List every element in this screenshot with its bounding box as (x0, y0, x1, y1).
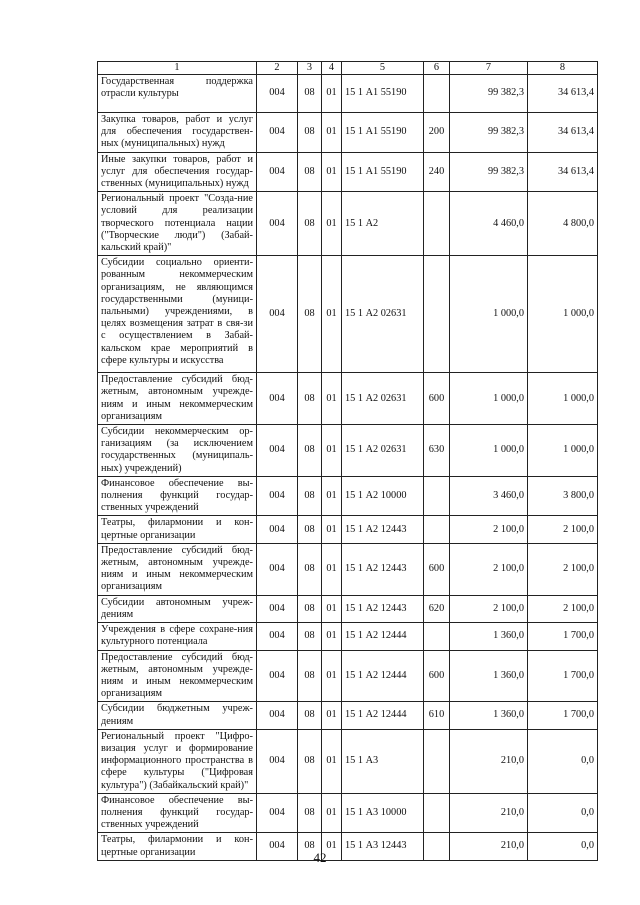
row-expense-type (424, 623, 450, 650)
row-amount-year-1: 2 100,0 (450, 595, 528, 622)
row-amount-year-1: 3 460,0 (450, 476, 528, 516)
row-amount-year-2: 1 000,0 (528, 256, 598, 373)
row-amount-year-1: 1 360,0 (450, 623, 528, 650)
table-row (98, 729, 598, 793)
row-subsection: 01 (322, 595, 342, 622)
row-expense-type (424, 729, 450, 793)
row-amount-year-2: 1 000,0 (528, 373, 598, 425)
row-expense-type (424, 476, 450, 516)
row-subsection: 01 (322, 113, 342, 153)
row-amount-year-2: 2 100,0 (528, 543, 598, 595)
row-amount-year-1: 1 000,0 (450, 256, 528, 373)
row-amount-year-2: 0,0 (528, 793, 598, 833)
row-target-article: 15 1 А2 12444 (342, 623, 424, 650)
row-section: 08 (298, 623, 322, 650)
table-row (98, 152, 598, 192)
row-section: 08 (298, 425, 322, 477)
row-name: Предоставление субсидий бюд-жетным, автономным учрежде-ниям и иным некоммерческим организациям (98, 373, 257, 425)
row-admin-code: 004 (257, 256, 298, 373)
header-cell: 1 (98, 62, 257, 75)
row-amount-year-1: 210,0 (450, 729, 528, 793)
row-amount-year-1: 1 360,0 (450, 650, 528, 702)
table-row (98, 650, 598, 702)
row-subsection: 01 (322, 75, 342, 113)
row-name: Региональный проект "Созда-ние условий для реализации творческого потенциала нации ("Творческие люди") (Забай-кальский край)" (98, 192, 257, 256)
row-admin-code: 004 (257, 793, 298, 833)
row-amount-year-2: 4 800,0 (528, 192, 598, 256)
row-target-article: 15 1 А2 02631 (342, 256, 424, 373)
row-section: 08 (298, 113, 322, 153)
row-amount-year-1: 1 000,0 (450, 425, 528, 477)
row-expense-type: 200 (424, 113, 450, 153)
row-admin-code: 004 (257, 373, 298, 425)
row-target-article: 15 1 А2 12443 (342, 595, 424, 622)
row-admin-code: 004 (257, 729, 298, 793)
row-subsection: 01 (322, 650, 342, 702)
row-name: Субсидии автономным учреж-дениям (98, 595, 257, 622)
header-cell: 5 (342, 62, 424, 75)
row-amount-year-1: 210,0 (450, 793, 528, 833)
row-expense-type: 620 (424, 595, 450, 622)
row-admin-code: 004 (257, 75, 298, 113)
row-name: Учреждения в сфере сохране-ния культурного потенциала (98, 623, 257, 650)
row-target-article: 15 1 А1 55190 (342, 113, 424, 153)
table-row (98, 113, 598, 153)
row-name: Театры, филармонии и кон-цертные организации (98, 833, 257, 860)
table-row (98, 476, 598, 516)
row-subsection: 01 (322, 192, 342, 256)
row-section: 08 (298, 595, 322, 622)
row-section: 08 (298, 650, 322, 702)
row-section: 08 (298, 256, 322, 373)
row-target-article: 15 1 А2 12444 (342, 702, 424, 729)
row-amount-year-2: 1 700,0 (528, 650, 598, 702)
row-admin-code: 004 (257, 425, 298, 477)
row-admin-code: 004 (257, 595, 298, 622)
header-cell: 4 (322, 62, 342, 75)
row-admin-code: 004 (257, 833, 298, 860)
row-target-article: 15 1 А1 55190 (342, 152, 424, 192)
row-target-article: 15 1 А2 02631 (342, 373, 424, 425)
row-name: Финансовое обеспечение вы-полнения функций государ-ственных учреждений (98, 476, 257, 516)
table-row (98, 192, 598, 256)
row-subsection: 01 (322, 256, 342, 373)
table-row (98, 793, 598, 833)
row-amount-year-2: 0,0 (528, 833, 598, 860)
row-admin-code: 004 (257, 623, 298, 650)
row-section: 08 (298, 75, 322, 113)
row-target-article: 15 1 А2 12444 (342, 650, 424, 702)
row-expense-type: 600 (424, 543, 450, 595)
row-amount-year-2: 1 000,0 (528, 425, 598, 477)
row-expense-type (424, 516, 450, 543)
row-amount-year-2: 34 613,4 (528, 152, 598, 192)
row-admin-code: 004 (257, 476, 298, 516)
page-number: 42 (313, 850, 327, 865)
table-row (98, 543, 598, 595)
row-amount-year-1: 2 100,0 (450, 543, 528, 595)
row-section: 08 (298, 833, 322, 860)
row-amount-year-1: 1 360,0 (450, 702, 528, 729)
row-section: 08 (298, 516, 322, 543)
table-row (98, 425, 598, 477)
header-cell: 3 (298, 62, 322, 75)
table-row (98, 75, 598, 113)
row-subsection: 01 (322, 833, 342, 860)
row-target-article: 15 1 А2 02631 (342, 425, 424, 477)
row-admin-code: 004 (257, 650, 298, 702)
row-expense-type: 240 (424, 152, 450, 192)
row-amount-year-1: 99 382,3 (450, 75, 528, 113)
header-cell: 6 (424, 62, 450, 75)
row-admin-code: 004 (257, 543, 298, 595)
row-subsection: 01 (322, 516, 342, 543)
row-section: 08 (298, 729, 322, 793)
header-cell: 8 (528, 62, 598, 75)
row-amount-year-1: 4 460,0 (450, 192, 528, 256)
row-name: Субсидии бюджетным учреж-дениям (98, 702, 257, 729)
row-name: Театры, филармонии и кон-цертные организации (98, 516, 257, 543)
row-subsection: 01 (322, 623, 342, 650)
row-amount-year-1: 2 100,0 (450, 516, 528, 543)
row-admin-code: 004 (257, 702, 298, 729)
row-expense-type: 600 (424, 650, 450, 702)
row-subsection: 01 (322, 425, 342, 477)
table-row (98, 256, 598, 373)
header-cell: 2 (257, 62, 298, 75)
row-expense-type (424, 793, 450, 833)
row-amount-year-2: 34 613,4 (528, 113, 598, 153)
row-name: Региональный проект "Цифро-визация услуг и формирование информационного пространства в сфере культуры ("Цифровая культура") (Забайкальский край)" (98, 729, 257, 793)
row-target-article: 15 1 А3 12443 (342, 833, 424, 860)
budget-table (97, 61, 598, 861)
row-amount-year-1: 99 382,3 (450, 113, 528, 153)
row-section: 08 (298, 476, 322, 516)
row-name: Предоставление субсидий бюд-жетным, автономным учрежде-ниям и иным некоммерческим организациям (98, 650, 257, 702)
row-subsection: 01 (322, 793, 342, 833)
row-amount-year-2: 2 100,0 (528, 595, 598, 622)
row-subsection: 01 (322, 729, 342, 793)
row-target-article: 15 1 А3 (342, 729, 424, 793)
header-cell: 7 (450, 62, 528, 75)
row-subsection: 01 (322, 543, 342, 595)
row-target-article: 15 1 А2 12443 (342, 516, 424, 543)
row-amount-year-2: 1 700,0 (528, 702, 598, 729)
row-expense-type (424, 256, 450, 373)
row-expense-type: 630 (424, 425, 450, 477)
row-subsection: 01 (322, 702, 342, 729)
row-amount-year-2: 0,0 (528, 729, 598, 793)
row-section: 08 (298, 373, 322, 425)
row-amount-year-2: 2 100,0 (528, 516, 598, 543)
row-admin-code: 004 (257, 152, 298, 192)
row-section: 08 (298, 192, 322, 256)
table-row (98, 373, 598, 425)
row-admin-code: 004 (257, 516, 298, 543)
row-target-article: 15 1 А2 10000 (342, 476, 424, 516)
row-expense-type: 600 (424, 373, 450, 425)
row-expense-type (424, 75, 450, 113)
header-row (98, 62, 598, 75)
table-row (98, 702, 598, 729)
row-amount-year-2: 1 700,0 (528, 623, 598, 650)
row-subsection: 01 (322, 373, 342, 425)
row-admin-code: 004 (257, 113, 298, 153)
row-section: 08 (298, 543, 322, 595)
row-amount-year-1: 99 382,3 (450, 152, 528, 192)
row-section: 08 (298, 793, 322, 833)
row-amount-year-1: 210,0 (450, 833, 528, 860)
row-expense-type: 610 (424, 702, 450, 729)
row-name: Субсидии социально ориенти-рованным некоммерческим организациям, не являющимся государственными (муници-пальными) учреждениями, в целях возмещения затрат в свя-зи с осуществлением в Забай-кальском крае мероприятий в сфере культуры и искусства (98, 256, 257, 373)
row-target-article: 15 1 А2 (342, 192, 424, 256)
table-row (98, 595, 598, 622)
row-name: Государственная поддержка отрасли культуры (98, 75, 257, 113)
row-admin-code: 004 (257, 192, 298, 256)
row-section: 08 (298, 152, 322, 192)
row-subsection: 01 (322, 476, 342, 516)
row-amount-year-1: 1 000,0 (450, 373, 528, 425)
row-subsection: 01 (322, 152, 342, 192)
row-name: Предоставление субсидий бюд-жетным, автономным учрежде-ниям и иным некоммерческим организациям (98, 543, 257, 595)
table-row (98, 516, 598, 543)
table-row (98, 623, 598, 650)
row-target-article: 15 1 А1 55190 (342, 75, 424, 113)
row-expense-type (424, 192, 450, 256)
row-name: Субсидии некоммерческим ор-ганизациям (за исключением государственных (муниципаль-ных) учреждений) (98, 425, 257, 477)
row-name: Закупка товаров, работ и услуг для обеспечения государствен-ных (муниципальных) нужд (98, 113, 257, 153)
row-target-article: 15 1 А2 12443 (342, 543, 424, 595)
row-target-article: 15 1 А3 10000 (342, 793, 424, 833)
row-name: Иные закупки товаров, работ и услуг для обеспечения государ-ственных (муниципальных) нужд (98, 152, 257, 192)
row-section: 08 (298, 702, 322, 729)
row-name: Финансовое обеспечение вы-полнения функций государ-ственных учреждений (98, 793, 257, 833)
row-amount-year-2: 34 613,4 (528, 75, 598, 113)
row-amount-year-2: 3 800,0 (528, 476, 598, 516)
